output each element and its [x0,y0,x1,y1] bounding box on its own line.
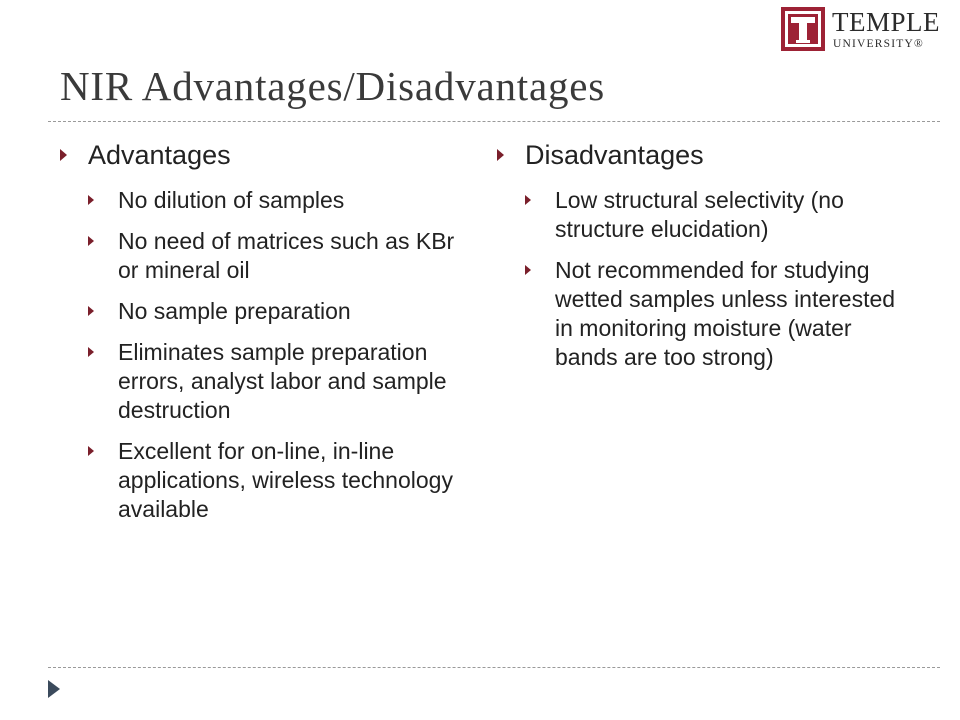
disadvantages-heading-text: Disadvantages [525,140,704,170]
disadvantages-list [497,186,912,372]
bullet-triangle-icon [88,236,94,246]
logo-wordmark: TEMPLE [832,7,940,37]
advantages-column [60,138,470,536]
temple-logo [780,6,950,54]
bullet-triangle-icon [60,149,67,161]
disadvantages-heading [497,138,912,172]
temple-t-logo-icon [780,6,826,52]
slide-title: NIR Advantages/Disadvantages [60,63,606,109]
list-item [88,186,470,215]
list-item-text: Eliminates sample preparation errors, analyst labor and sample destruction [118,339,447,423]
bullet-triangle-icon [88,306,94,316]
list-item-text: Not recommended for studying wetted samples unless interested in monitoring moisture (water bands are too strong) [555,257,896,370]
list-item [88,437,470,524]
logo-subtitle: UNIVERSITY® [833,38,924,50]
list-item [88,338,470,425]
play-triangle-icon [48,680,60,698]
bullet-triangle-icon [525,265,531,275]
footer-divider [48,667,940,668]
list-item [88,227,470,285]
bullet-triangle-icon [88,195,94,205]
bullet-triangle-icon [497,149,504,161]
advantages-list [60,186,470,524]
advantages-heading [60,138,470,172]
bullet-triangle-icon [88,347,94,357]
bullet-triangle-icon [88,446,94,456]
list-item [88,297,470,326]
title-divider [48,121,940,122]
list-item-text: No dilution of samples [118,187,345,213]
list-item-text: Excellent for on-line, in-line applications, wireless technology available [118,438,453,522]
disadvantages-column [497,138,912,384]
list-item [525,256,912,372]
list-item-text: No need of matrices such as KBr or mineral oil [118,228,455,283]
bullet-triangle-icon [525,195,531,205]
list-item [525,186,912,244]
advantages-heading-text: Advantages [88,140,231,170]
list-item-text: Low structural selectivity (no structure elucidation) [555,187,844,242]
list-item-text: No sample preparation [118,298,351,324]
